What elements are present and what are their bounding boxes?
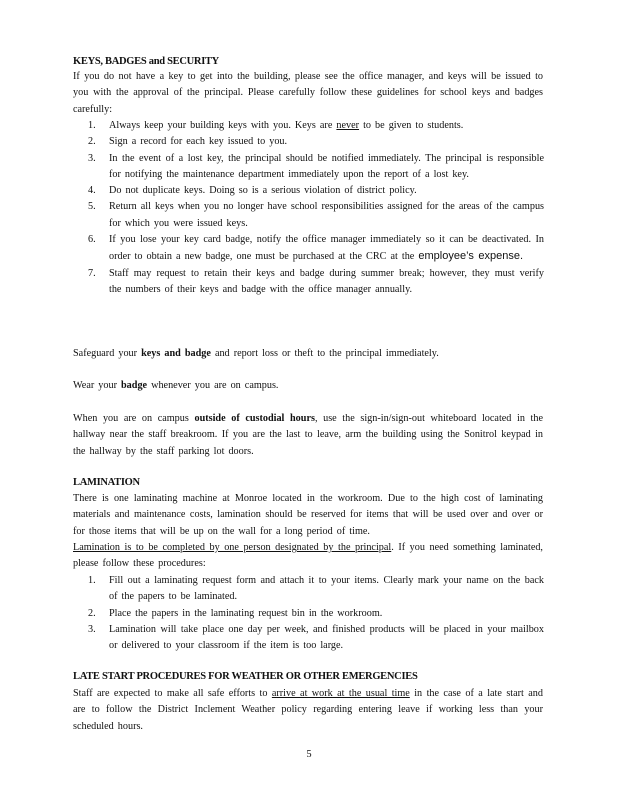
section-heading-lamination: LAMINATION [73,477,140,488]
section-heading-keys: KEYS, BADGES and SECURITY [73,56,219,67]
list-item: 2. Place the papers in the laminating request bin in the workroom. [88,607,383,619]
list-item: 2. Sign a record for each key issued to you. [88,136,288,148]
safeguard-paragraph: Safeguard your keys and badge and report loss or theft to the principal immediately. [73,348,439,359]
list-item: 6. If you lose your key card badge, notify the office manager immediately so it can be deactivated. In order to obtain a new badge, one must be purchased at the CRC at the employee’s expense. [88,234,544,263]
list-item: 1. Always keep your building keys with you. Keys are never to be given to students. [88,120,464,131]
list-item: 4. Do not duplicate keys. Doing so is a serious violation of district policy. [88,185,417,197]
list-item: 3. In the event of a lost key, the principal should be notified immediately. The principal is responsible for notifying the maintenance department immediately upon the report of a lost key. [88,152,544,180]
list-item: 5. Return all keys when you no longer have school responsibilities assigned for the areas of the campus for which you were issued keys. [88,201,544,229]
list-item: 7. Staff may request to retain their keys and badge during summer break; however, they must verify the numbers of their keys and badge with the office manager annually. [88,267,544,295]
late-start-paragraph: Staff are expected to make all safe efforts to arrive at work at the usual time in the case of a late start and are to follow the District Inclement Weather policy regarding entering leave if working less than your scheduled hours. [73,688,543,732]
list-item: 3. Lamination will take place one day per week, and finished products will be placed in your mailbox or delivered to your classroom if the item is too large. [88,623,544,652]
lamination-designation-paragraph: Lamination is to be completed by one person designated by the principal. If you need something laminated, please follow these procedures: [73,542,543,570]
keys-intro-paragraph: If you do not have a key to get into the building, please see the office manager, and keys will be issued to you with the approval of the principal. Please carefully follow these guidelines for school keys and badges carefully: [73,71,543,115]
list-item: 1. Fill out a laminating request form and attach it to your items. Clearly mark your name on the back of the papers to be laminated. [88,575,544,603]
section-heading-late-start: LATE START PROCEDURES FOR WEATHER OR OTHER EMERGENCIES [73,671,418,682]
wear-badge-paragraph: Wear your badge whenever you are on campus. [73,380,279,391]
custodial-hours-paragraph: When you are on campus outside of custodial hours, use the sign-in/sign-out whiteboard located in the hallway near the staff breakroom. If you are the last to leave, arm the building using the Sonitrol keypad in the hallway by the staff parking lot doors. [73,413,543,457]
lamination-procedures-list [88,573,544,654]
page-number: 5 [306,749,312,760]
lamination-paragraph: There is one laminating machine at Monroe located in the workroom. Due to the high cost of laminating materials and maintenance costs, lamination should be reserved for items that will be used over and over or for those items that will be up on the wall for a long period of time. [73,493,543,537]
keys-guidelines-list [88,118,544,298]
